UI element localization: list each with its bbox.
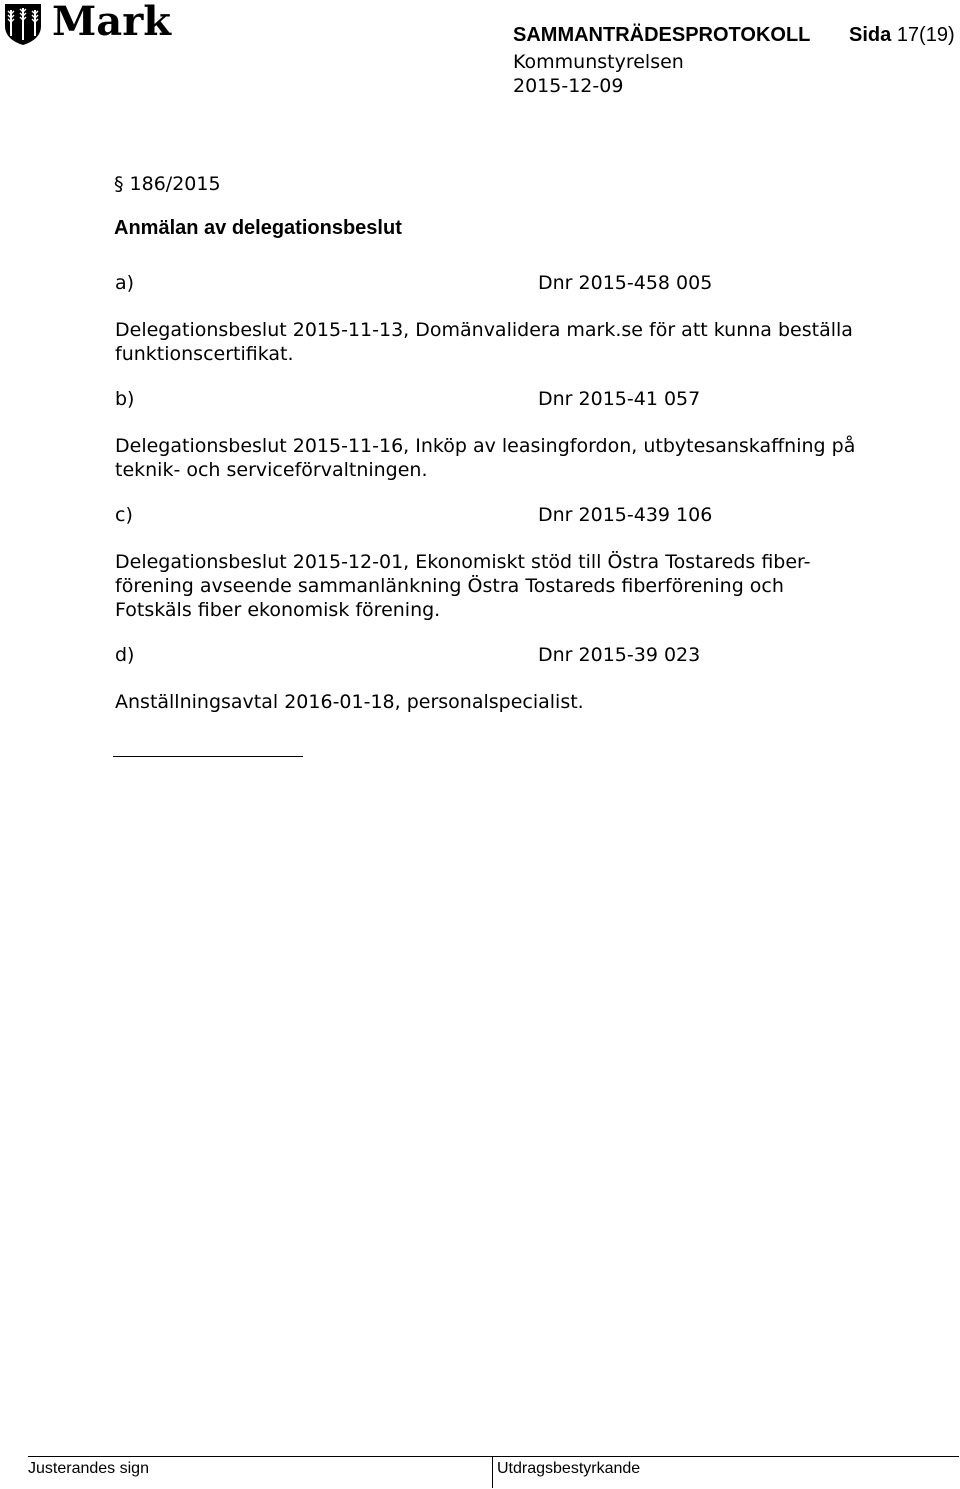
item-label: c) [115,504,133,526]
organization-name: Kommunstyrelsen [513,51,684,73]
item-label: b) [115,388,135,410]
footer-utdragsbestyrkande: Utdragsbestyrkande [497,1460,641,1477]
item-label: d) [115,644,135,666]
item-description-line: Delegationsbeslut 2015-11-13, Domänvalidera mark.se för att kunna beställa [115,319,853,341]
item-dnr: Dnr 2015-39 023 [538,644,701,666]
item-dnr: Dnr 2015-439 106 [538,504,713,526]
page-number: 17(19) [896,24,955,46]
item-description-line: Fotskäls fiber ekonomisk förening. [115,599,441,621]
footer-justerandes-sign: Justerandes sign [28,1460,149,1477]
paragraph-title: Anmälan av delegationsbeslut [114,217,402,239]
item-description-line: Delegationsbeslut 2015-12-01, Ekonomiskt stöd till Östra Tostareds fiber- [115,551,811,573]
page-label: Sida [849,24,892,46]
paragraph-number [114,173,221,195]
crest-icon [3,2,43,46]
item-description-line: teknik- och serviceförvaltningen. [115,459,428,481]
item-description-line: Delegationsbeslut 2015-11-16, Inköp av leasingfordon, utbytesanskaffning på [115,435,856,457]
municipality-crest-logo [3,2,43,51]
paragraph-id: 186/2015 [129,173,221,195]
item-dnr: Dnr 2015-41 057 [538,388,701,410]
page-indicator [849,24,955,47]
footer-column-divider [492,1456,493,1488]
meeting-date: 2015-12-09 [513,75,624,97]
document-type: SAMMANTRÄDESPROTOKOLL [513,24,811,46]
item-description-line: förening avseende sammanlänkning Östra Tostareds fiberförening och [115,575,784,597]
item-dnr: Dnr 2015-458 005 [538,272,713,294]
section-divider [113,756,303,757]
item-description-line: Anställningsavtal 2016-01-18, personalspecialist. [115,691,584,713]
footer-rule [28,1456,959,1457]
item-label: a) [115,272,135,294]
section-symbol: § [114,173,124,195]
item-description-line: funktionscertifikat. [115,343,294,365]
logo-wordmark: Mark [52,0,171,45]
